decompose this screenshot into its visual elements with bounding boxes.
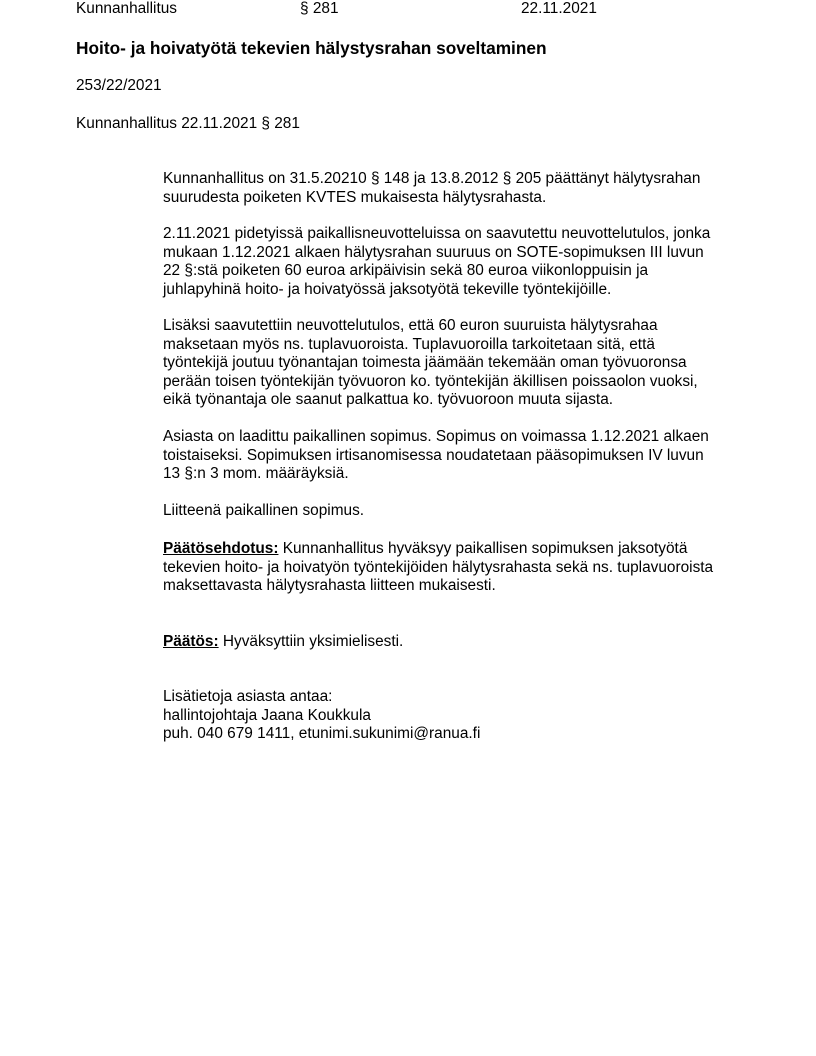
contact-person: hallintojohtaja Jaana Koukkula (163, 706, 371, 724)
diary-number: 253/22/2021 (76, 77, 162, 94)
text-line (163, 540, 753, 559)
text-line: toistaiseksi. Sopimuksen irtisanomisessa noudatetaan pääsopimuksen IV luvun (163, 446, 704, 464)
text-line: juhlapyhinä hoito- ja hoivatyössä jaksotyötä tekeville työntekijöille. (163, 280, 612, 298)
text-line: 13 §:n 3 mom. määräyksiä. (163, 465, 349, 482)
contact-info (163, 688, 753, 744)
text-line: suurudesta poiketen KVTES mukaisesta hälytysrahasta. (163, 188, 547, 206)
text-line: Lisäksi saavutettiin neuvottelutulos, että 60 euron suuruista hälytysrahaa (163, 317, 658, 334)
paragraph-attachment (163, 502, 753, 521)
text-line: mukaan 1.12.2021 alkaen hälytysrahan suuruus on SOTE-sopimuksen III luvun (163, 243, 704, 261)
text-line: eikä työnantaja ole saanut palkattua ko. työvuoroon muuta sijasta. (163, 391, 614, 408)
text-line: maksetaan myös ns. tuplavuoroista. Tuplavuoroilla tarkoitetaan sitä, että (163, 335, 655, 353)
paragraph-local-agreement (163, 428, 753, 484)
paragraph-background (163, 170, 753, 207)
contact-heading: Lisätietoja asiasta antaa: (163, 688, 333, 705)
proposal-label: Päätösehdotus: (163, 540, 279, 557)
text-line: 22 §:stä poiketen 60 euroa arkipäivisin sekä 80 euroa viikonloppuisin ja (163, 262, 649, 279)
proposal-text: Kunnanhallitus hyväksyy paikallisen sopimuksen jaksotyötä (278, 540, 688, 557)
decision (163, 633, 753, 652)
meeting-reference: Kunnanhallitus 22.11.2021 § 281 (76, 115, 300, 132)
document-title: Hoito- ja hoivatyötä tekevien hälystysrahan soveltaminen (76, 38, 547, 58)
text-line: Liitteenä paikallinen sopimus. (163, 502, 365, 519)
paragraph-double-shifts (163, 317, 753, 410)
decision-text: Hyväksyttiin yksimielisesti. (218, 633, 404, 650)
text-line: 2.11.2021 pidetyissä paikallisneuvotteluissa on saavutettu neuvottelutulos, jonka (163, 225, 711, 242)
decision-proposal (163, 540, 753, 596)
decision-label: Päätös: (163, 633, 219, 650)
header-section: § 281 (300, 0, 339, 17)
text-line: Asiasta on laadittu paikallinen sopimus. Sopimus on voimassa 1.12.2021 alkaen (163, 428, 709, 445)
text-line: tekevien hoito- ja hoivatyön työntekijöiden hälytysrahasta sekä ns. tuplavuoroista (163, 558, 714, 576)
text-line: perään toisen työntekijän työvuoron ko. työntekijän äkillisen poissaolon vuoksi, (163, 372, 698, 390)
text-line: työntekijä joutuu työnantajan toimesta jäämään tekemään oman työvuoronsa (163, 354, 687, 371)
text-line: maksettavasta hälytysrahasta liitteen mukaisesti. (163, 577, 496, 594)
text-line (163, 633, 753, 652)
contact-details: puh. 040 679 1411, etunimi.sukunimi@ranua.fi (163, 725, 481, 742)
header-date: 22.11.2021 (521, 0, 597, 17)
header-organ: Kunnanhallitus (76, 0, 177, 17)
paragraph-negotiation-result (163, 225, 753, 299)
text-line: Kunnanhallitus on 31.5.20210 § 148 ja 13.8.2012 § 205 päättänyt hälytysrahan (163, 170, 701, 187)
